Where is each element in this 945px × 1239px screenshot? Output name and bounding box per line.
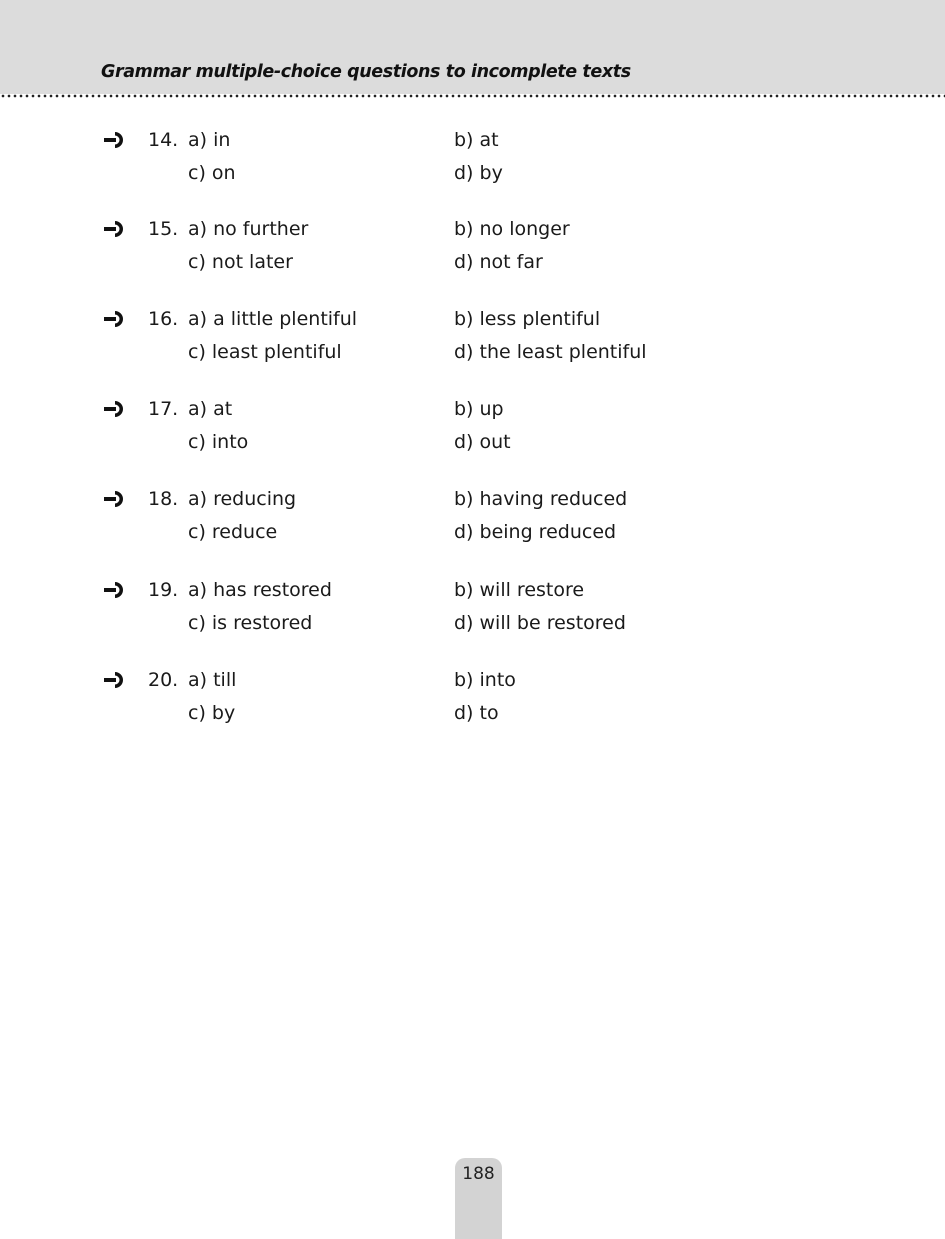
question-18 [0,487,945,557]
option-c: c) least plentiful [188,341,342,363]
question-number: 16. [148,308,179,330]
option-b: b) less plentiful [454,308,601,330]
arrow-right-circle-icon [103,130,125,150]
question-19 [0,578,945,648]
option-c: c) reduce [188,521,278,543]
question-15 [0,217,945,287]
arrow-right-circle-icon [103,580,125,600]
arrow-right-circle-icon [103,219,125,239]
option-d: d) to [454,702,499,724]
page-number-tab [455,1158,502,1239]
option-a: a) no further [188,218,309,240]
option-b: b) into [454,669,516,691]
option-c: c) on [188,162,236,184]
option-a: a) till [188,669,237,691]
question-14 [0,128,945,198]
question-number: 18. [148,488,179,510]
arrow-right-circle-icon [103,309,125,329]
option-b: b) having reduced [454,488,628,510]
option-d: d) by [454,162,503,184]
arrow-right-circle-icon [103,399,125,419]
option-d: d) being reduced [454,521,617,543]
option-c: c) not later [188,251,293,273]
option-c: c) into [188,431,249,453]
option-d: d) out [454,431,511,453]
option-a: a) reducing [188,488,297,510]
option-c: c) is restored [188,612,313,634]
option-c: c) by [188,702,236,724]
option-d: d) the least plentiful [454,341,647,363]
option-d: d) not far [454,251,543,273]
arrow-right-circle-icon [103,670,125,690]
option-b: b) up [454,398,504,420]
arrow-right-circle-icon [103,489,125,509]
option-a: a) has restored [188,579,332,601]
option-b: b) will restore [454,579,585,601]
option-a: a) at [188,398,233,420]
question-16 [0,307,945,377]
page-header-title: Grammar multiple-choice questions to incomplete texts [101,62,631,82]
page-number: 188 [462,1164,495,1184]
option-d: d) will be restored [454,612,626,634]
option-b: b) at [454,129,499,151]
question-number: 14. [148,129,179,151]
question-number: 15. [148,218,179,240]
header-band [0,0,945,94]
question-number: 17. [148,398,179,420]
option-a: a) in [188,129,231,151]
question-20 [0,668,945,738]
option-b: b) no longer [454,218,570,240]
header-dotted-divider [0,94,945,98]
question-number: 19. [148,579,179,601]
question-number: 20. [148,669,179,691]
option-a: a) a little plentiful [188,308,358,330]
question-17 [0,397,945,467]
